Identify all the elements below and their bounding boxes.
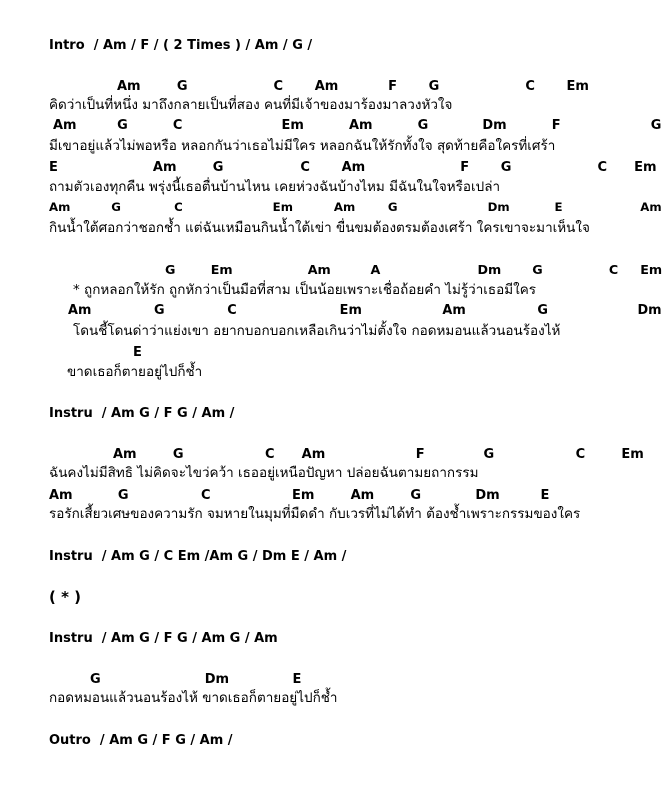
verse2-lyric-2: รอรักเสี้ยวเศษของความรัก จมหายในมุมที่มืดดำ กับเวรที่ไม่ได้ทำ ต้องช้ำเพราะกรรมของใคร: [49, 506, 581, 522]
verse1-chords-2: Am G C Em Am G Dm F G: [53, 118, 662, 133]
instrumental-line-1: Instru / Am G / F G / Am /: [49, 406, 235, 421]
chorus-chords-2: Am G C Em Am G Dm: [68, 303, 662, 318]
instrumental-line-3: Instru / Am G / F G / Am G / Am: [49, 631, 278, 646]
instrumental-line-2: Instru / Am G / C Em /Am G / Dm E / Am /: [49, 549, 347, 564]
ending-lyric-1: กอดหมอนแล้วนอนร้องไห้ ขาดเธอก็ตายอยู่ไปก็ช้ำ: [49, 690, 338, 706]
verse1-lyric-1: คิดว่าเป็นที่หนึ่ง มาถึงกลายเป็นที่สอง คนที่มีเจ้าของมาร้องมาลวงหัวใจ: [49, 97, 453, 113]
verse1-lyric-4: กินน้ำใต้ศอกว่าชอกช้ำ แต่ฉันเหมือนกินน้ำใต้เข่า ขื่นขมต้องตรมต้องเศร้า ใครเขาจะมาเห็นใจ: [49, 220, 590, 236]
chorus-chords-1: G Em Am A Dm G C Em: [165, 262, 663, 277]
verse2-chords-1: Am G C Am F G C Em: [113, 447, 644, 462]
verse1-chords-3: E Am G C Am F G C Em: [49, 160, 657, 175]
verse2-chords-2: Am G C Em Am G Dm E: [49, 488, 550, 503]
chorus-lyric-3: ขาดเธอก็ตายอยู่ไปก็ช้ำ: [67, 364, 203, 380]
ending-chords-1: G Dm E: [90, 672, 302, 687]
verse2-lyric-1: ฉันคงไม่มีสิทธิ ไม่คิดจะไขว่คว้า เธออยู่เหนือปัญหา ปล่อยฉันตามยถากรรม: [49, 465, 479, 481]
chorus-chords-3: E: [133, 345, 142, 360]
verse1-chords-1: Am G C Am F G C Em: [117, 79, 589, 94]
verse1-chords-4: Am G C Em Am G Dm E Am: [49, 200, 662, 214]
chorus-lyric-1: * ถูกหลอกให้รัก ถูกหักว่าเป็นมือที่สาม เป็นน้อยเพราะเชื่อถ้อยคำ ไม่รู้ว่าเธอมีใคร: [73, 282, 537, 298]
intro-line: Intro / Am / F / ( 2 Times ) / Am / G /: [49, 38, 313, 53]
chorus-repeat-marker: ( * ): [49, 588, 81, 606]
outro-line: Outro / Am G / F G / Am /: [49, 733, 233, 748]
verse1-lyric-3: ถามตัวเองทุกคืน พรุ่งนี้เธอตื่นบ้านไหน เคยห่วงฉันบ้างไหม มีฉันในใจหรือเปล่า: [49, 179, 501, 195]
chorus-lyric-2: โดนชี้โดนด่าว่าแย่งเขา อยากบอกบอกเหลือเกินว่าไม่ตั้งใจ กอดหมอนแล้วนอนร้องไห้: [73, 323, 561, 339]
verse1-lyric-2: มีเขาอยู่แล้วไม่พอหรือ หลอกกันว่าเธอไม่มีใคร หลอกฉันให้รักทั้งใจ สุดท้ายคือใครที่เศร้า: [49, 138, 556, 154]
